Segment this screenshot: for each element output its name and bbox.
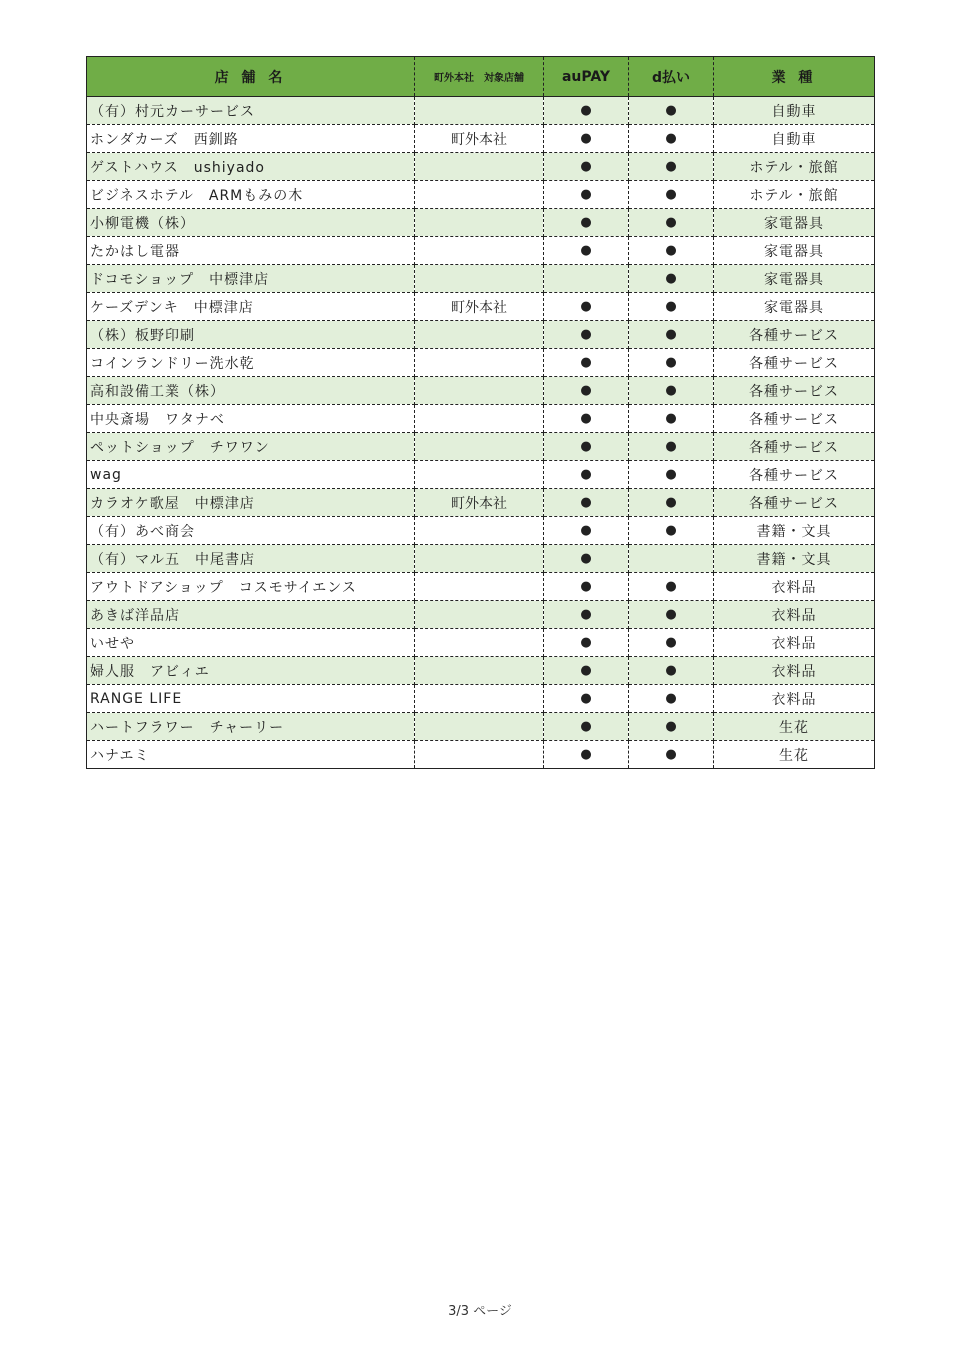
table-row (87, 237, 875, 265)
table-body (87, 97, 875, 769)
dpay-cell: ● (629, 97, 714, 125)
category-cell: 自動車 (714, 125, 875, 153)
dpay-cell: ● (629, 657, 714, 685)
hq-target-cell (415, 433, 544, 461)
dpay-cell: ● (629, 209, 714, 237)
store-name-cell: （有）あべ商会 (87, 517, 415, 545)
dpay-cell: ● (629, 125, 714, 153)
dpay-cell: ● (629, 153, 714, 181)
dpay-cell: ● (629, 349, 714, 377)
header-hq-target: 町外本社 対象店舗 (415, 57, 544, 97)
store-name-cell: 婦人服 アビィエ (87, 657, 415, 685)
category-cell: 家電器具 (714, 237, 875, 265)
table-row (87, 125, 875, 153)
table-row (87, 545, 875, 573)
table-row (87, 489, 875, 517)
aupay-cell: ● (544, 405, 629, 433)
store-table (86, 56, 875, 769)
category-cell: 各種サービス (714, 321, 875, 349)
store-name-cell: （株）板野印刷 (87, 321, 415, 349)
category-cell: 衣料品 (714, 629, 875, 657)
table-row (87, 265, 875, 293)
category-cell: 衣料品 (714, 657, 875, 685)
table-row (87, 433, 875, 461)
table-row (87, 405, 875, 433)
store-name-cell: ドコモショップ 中標津店 (87, 265, 415, 293)
category-cell: 家電器具 (714, 265, 875, 293)
store-name-cell: （有）村元カーサービス (87, 97, 415, 125)
dpay-cell: ● (629, 713, 714, 741)
store-name-cell: いせや (87, 629, 415, 657)
store-name-cell: wag (87, 461, 415, 489)
aupay-cell: ● (544, 713, 629, 741)
hq-target-cell (415, 741, 544, 769)
category-cell: 各種サービス (714, 461, 875, 489)
hq-target-cell (415, 713, 544, 741)
dpay-cell: ● (629, 685, 714, 713)
category-cell: 生花 (714, 741, 875, 769)
aupay-cell: ● (544, 153, 629, 181)
category-cell: 自動車 (714, 97, 875, 125)
hq-target-cell (415, 461, 544, 489)
table-row (87, 153, 875, 181)
hq-target-cell (415, 265, 544, 293)
category-cell: 生花 (714, 713, 875, 741)
hq-target-cell: 町外本社 (415, 489, 544, 517)
table-row (87, 349, 875, 377)
aupay-cell: ● (544, 209, 629, 237)
store-name-cell: （有）マル五 中尾書店 (87, 545, 415, 573)
store-name-cell: 高和設備工業（株） (87, 377, 415, 405)
aupay-cell: ● (544, 489, 629, 517)
hq-target-cell (415, 573, 544, 601)
aupay-cell: ● (544, 461, 629, 489)
hq-target-cell (415, 685, 544, 713)
category-cell: 各種サービス (714, 433, 875, 461)
category-cell: 家電器具 (714, 209, 875, 237)
aupay-cell (544, 265, 629, 293)
category-cell: 衣料品 (714, 685, 875, 713)
hq-target-cell (415, 545, 544, 573)
hq-target-cell (415, 97, 544, 125)
aupay-cell: ● (544, 321, 629, 349)
store-name-cell: あきば洋品店 (87, 601, 415, 629)
store-name-cell: 中央斎場 ワタナベ (87, 405, 415, 433)
aupay-cell: ● (544, 377, 629, 405)
hq-target-cell (415, 405, 544, 433)
category-cell: ホテル・旅館 (714, 181, 875, 209)
dpay-cell: ● (629, 433, 714, 461)
page-number: 3/3 ページ (448, 1304, 512, 1319)
dpay-cell: ● (629, 741, 714, 769)
table-row (87, 573, 875, 601)
category-cell: 書籍・文具 (714, 545, 875, 573)
category-cell: 書籍・文具 (714, 517, 875, 545)
store-name-cell: ハートフラワー チャーリー (87, 713, 415, 741)
category-cell: 家電器具 (714, 293, 875, 321)
dpay-cell: ● (629, 517, 714, 545)
table-row (87, 293, 875, 321)
aupay-cell: ● (544, 293, 629, 321)
header-dpay: d払い (629, 57, 714, 97)
dpay-cell: ● (629, 489, 714, 517)
hq-target-cell (415, 377, 544, 405)
aupay-cell: ● (544, 97, 629, 125)
aupay-cell: ● (544, 125, 629, 153)
header-aupay: auPAY (544, 57, 629, 97)
dpay-cell: ● (629, 573, 714, 601)
table-row (87, 713, 875, 741)
dpay-cell: ● (629, 405, 714, 433)
hq-target-cell (415, 321, 544, 349)
table-header-row (87, 57, 875, 97)
hq-target-cell (415, 601, 544, 629)
category-cell: 衣料品 (714, 573, 875, 601)
hq-target-cell (415, 153, 544, 181)
category-cell: 各種サービス (714, 489, 875, 517)
category-cell: 衣料品 (714, 601, 875, 629)
aupay-cell: ● (544, 545, 629, 573)
store-name-cell: ペットショップ チワワン (87, 433, 415, 461)
table-row (87, 181, 875, 209)
store-name-cell: ビジネスホテル ARMもみの木 (87, 181, 415, 209)
store-name-cell: たかはし電器 (87, 237, 415, 265)
category-cell: 各種サービス (714, 349, 875, 377)
table-row (87, 517, 875, 545)
store-name-cell: カラオケ歌屋 中標津店 (87, 489, 415, 517)
aupay-cell: ● (544, 685, 629, 713)
table-row (87, 741, 875, 769)
dpay-cell: ● (629, 237, 714, 265)
aupay-cell: ● (544, 517, 629, 545)
store-name-cell: ゲストハウス ushiyado (87, 153, 415, 181)
dpay-cell: ● (629, 321, 714, 349)
aupay-cell: ● (544, 237, 629, 265)
table-row (87, 209, 875, 237)
header-store-name: 店 舗 名 (87, 57, 415, 97)
store-name-cell: 小柳電機（株） (87, 209, 415, 237)
hq-target-cell (415, 209, 544, 237)
table-row (87, 629, 875, 657)
category-cell: 各種サービス (714, 377, 875, 405)
store-name-cell: ケーズデンキ 中標津店 (87, 293, 415, 321)
category-cell: ホテル・旅館 (714, 153, 875, 181)
hq-target-cell (415, 629, 544, 657)
hq-target-cell (415, 517, 544, 545)
table-row (87, 377, 875, 405)
hq-target-cell (415, 181, 544, 209)
table-row (87, 601, 875, 629)
dpay-cell: ● (629, 265, 714, 293)
aupay-cell: ● (544, 657, 629, 685)
aupay-cell: ● (544, 629, 629, 657)
table-row (87, 97, 875, 125)
aupay-cell: ● (544, 573, 629, 601)
dpay-cell (629, 545, 714, 573)
store-name-cell: ハナエミ (87, 741, 415, 769)
store-name-cell: アウトドアショップ コスモサイエンス (87, 573, 415, 601)
dpay-cell: ● (629, 377, 714, 405)
aupay-cell: ● (544, 181, 629, 209)
table-row (87, 461, 875, 489)
category-cell: 各種サービス (714, 405, 875, 433)
aupay-cell: ● (544, 433, 629, 461)
hq-target-cell (415, 349, 544, 377)
dpay-cell: ● (629, 293, 714, 321)
store-name-cell: ホンダカーズ 西釧路 (87, 125, 415, 153)
hq-target-cell (415, 237, 544, 265)
hq-target-cell: 町外本社 (415, 125, 544, 153)
dpay-cell: ● (629, 601, 714, 629)
hq-target-cell (415, 657, 544, 685)
hq-target-cell: 町外本社 (415, 293, 544, 321)
table-row (87, 321, 875, 349)
dpay-cell: ● (629, 629, 714, 657)
aupay-cell: ● (544, 741, 629, 769)
aupay-cell: ● (544, 601, 629, 629)
dpay-cell: ● (629, 461, 714, 489)
store-name-cell: RANGE LIFE (87, 685, 415, 713)
table-row (87, 657, 875, 685)
aupay-cell: ● (544, 349, 629, 377)
store-name-cell: コインランドリー洗水乾 (87, 349, 415, 377)
dpay-cell: ● (629, 181, 714, 209)
table-row (87, 685, 875, 713)
header-category: 業 種 (714, 57, 875, 97)
